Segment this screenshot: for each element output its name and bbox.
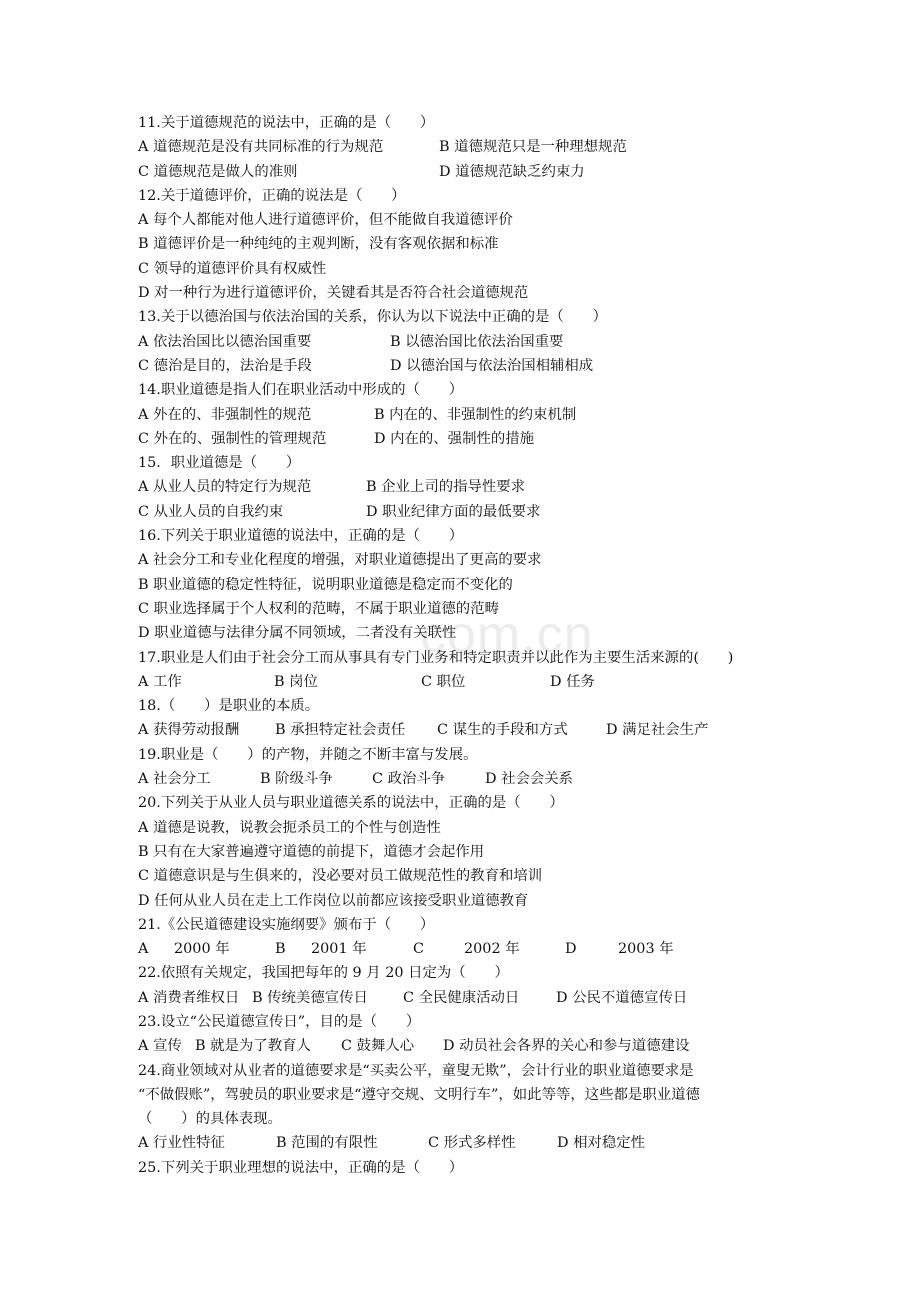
option-c: C 道德意识是与生俱来的，没必要对员工做规范性的教育和培训 <box>138 868 543 885</box>
option-b: B 只有在大家普遍遵守道德的前提下，道德才会起作用 <box>138 843 485 860</box>
option-c: C 外在的、强制性的管理规范 <box>138 430 327 447</box>
question-11-options-row-1 <box>138 135 838 159</box>
option-a: A 外在的、非强制性的规范 <box>138 406 312 423</box>
question-12-stem: 12.关于道德评价，正确的说法是（ ） <box>138 187 406 204</box>
option-a: A 道德规范是没有共同标准的行为规范 <box>138 139 384 156</box>
option-d: D 内在的、强制性的措施 <box>374 430 535 447</box>
option-b: B 职业道德的稳定性特征，说明职业道德是稳定而不变化的 <box>138 576 513 593</box>
question-15-options-row-2 <box>138 500 838 524</box>
question-15-stem: 15．职业道德是（ ） <box>138 455 301 472</box>
option-b: B 承担特定社会责任 <box>275 722 406 739</box>
option-a-letter: A <box>138 941 149 958</box>
option-a: A 消费者维权日 <box>138 989 240 1006</box>
question-20-stem: 20.下列关于从业人员与职业道德关系的说法中，正确的是（ ） <box>138 795 564 812</box>
option-b: B 范围的有限性 <box>276 1135 378 1152</box>
question-22-options <box>138 986 838 1010</box>
option-d: D 相对稳定性 <box>557 1135 646 1152</box>
question-14-options-row-2 <box>138 427 838 451</box>
option-a: A 依法治国比以德治国重要 <box>138 333 312 350</box>
question-17-options <box>138 670 838 694</box>
option-d: D 满足社会生产 <box>606 722 709 739</box>
option-d: D 职业道德与法律分属不同领域，二者没有关联性 <box>138 625 457 642</box>
option-b: B 道德规范只是一种理想规范 <box>439 139 627 156</box>
option-b: B 企业上司的指导性要求 <box>366 479 526 496</box>
option-c: C 道德规范是做人的准则 <box>138 163 298 180</box>
option-d-letter: D <box>565 941 577 958</box>
question-16-stem: 16.下列关于职业道德的说法中，正确的是（ ） <box>138 528 464 545</box>
option-c-letter: C <box>413 941 425 958</box>
option-d-text: 2003 年 <box>618 941 674 958</box>
question-21-options <box>138 937 838 961</box>
option-a: A 社会分工和专业化程度的增强，对职业道德提出了更高的要求 <box>138 552 542 569</box>
option-a: A 道德是说教，说教会扼杀员工的个性与创造性 <box>138 819 441 836</box>
question-21-stem: 21.《公民道德建设实施纲要》颁布于（ ） <box>138 916 435 933</box>
question-18-options <box>138 718 838 742</box>
question-24-stem-line-1: 24.商业领域对从业者的道德要求是“买卖公平，童叟无欺”，会计行业的职业道德要求是 <box>138 1062 694 1079</box>
option-c: C 形式多样性 <box>428 1135 516 1152</box>
option-c: C 领导的道德评价具有权威性 <box>138 260 327 277</box>
option-d: D 职业纪律方面的最低要求 <box>366 503 541 520</box>
option-d: D 社会会关系 <box>485 771 574 788</box>
option-d: D 以德治国与依法治国相辅相成 <box>390 357 594 374</box>
option-a: A 社会分工 <box>138 771 211 788</box>
option-c: C 从业人员的自我约束 <box>138 503 284 520</box>
option-a: A 行业性特征 <box>138 1135 225 1152</box>
option-b: B 传统美德宣传日 <box>252 989 368 1006</box>
option-d: D 任务 <box>550 673 595 690</box>
option-c: C 职业选择属于个人权利的范畴，不属于职业道德的范畴 <box>138 600 499 617</box>
option-a: A 每个人都能对他人进行道德评价，但不能做自我道德评价 <box>138 212 513 229</box>
option-c-text: 2002 年 <box>464 941 520 958</box>
option-d: D 公民不道德宣传日 <box>556 989 688 1006</box>
option-b: B 就是为了教育人 <box>195 1038 311 1055</box>
question-18-stem: 18.（ ）是职业的本质。 <box>138 698 320 715</box>
option-c: C 谋生的手段和方式 <box>437 722 568 739</box>
question-11-stem: 11.关于道德规范的说法中，正确的是（ ） <box>138 115 435 131</box>
question-23-stem: 23.设立“公民道德宣传日”，目的是（ ） <box>138 1013 421 1030</box>
option-b-letter: B <box>275 941 286 958</box>
option-b: B 岗位 <box>274 673 318 690</box>
option-c: C 政治斗争 <box>372 771 446 788</box>
option-d: D 动员社会各界的关心和参与道德建设 <box>443 1038 690 1055</box>
option-a: A 获得劳动报酬 <box>138 722 240 739</box>
question-22-stem: 22.依照有关规定，我国把每年的 9 月 20 日定为（ ） <box>138 965 509 982</box>
question-13-stem: 13.关于以德治国与依法治国的关系，你认为以下说法中正确的是（ ） <box>138 309 607 326</box>
option-d: D 道德规范缺乏约束力 <box>439 163 585 180</box>
option-b-text: 2001 年 <box>311 941 367 958</box>
option-c: C 德治是目的，法治是手段 <box>138 357 312 374</box>
question-25-stem: 25.下列关于职业理想的说法中，正确的是（ ） <box>138 1159 464 1176</box>
option-d: D 任何从业人员在走上工作岗位以前都应该接受职业道德教育 <box>138 892 529 909</box>
document-body <box>138 111 838 1180</box>
question-17-stem: 17.职业是人们由于社会分工而从事具有专门业务和特定职责并以此作为主要生活来源的( ) <box>138 649 734 666</box>
question-19-options <box>138 767 838 791</box>
option-a: A 从业人员的特定行为规范 <box>138 479 312 496</box>
option-b: B 内在的、非强制性的约束机制 <box>374 406 577 423</box>
question-23-options <box>138 1034 838 1058</box>
question-14-stem: 14.职业道德是指人们在职业活动中形成的（ ） <box>138 382 464 399</box>
option-a: A 宣传 <box>138 1038 182 1055</box>
option-c: C 全民健康活动日 <box>403 989 520 1006</box>
option-a-text: 2000 年 <box>174 941 230 958</box>
question-13-options-row-1 <box>138 330 838 354</box>
question-15-options-row-1 <box>138 475 838 499</box>
option-c: C 鼓舞人心 <box>341 1038 415 1055</box>
option-a: A 工作 <box>138 673 182 690</box>
option-b: B 以德治国比依法治国重要 <box>390 333 564 350</box>
question-24-stem-line-2: “不做假账”，驾驶员的职业要求是“遵守交规、文明行车”，如此等等，这些都是职业道德 <box>138 1086 700 1103</box>
question-14-options-row-1 <box>138 403 838 427</box>
option-d: D 对一种行为进行道德评价，关键看其是否符合社会道德规范 <box>138 285 529 302</box>
question-11-options-row-2 <box>138 160 838 184</box>
question-19-stem: 19.职业是（ ）的产物，并随之不断丰富与发展。 <box>138 746 478 763</box>
option-c: C 职位 <box>421 673 466 690</box>
question-13-options-row-2 <box>138 354 838 378</box>
watermark: com.cn <box>420 606 594 664</box>
question-24-options <box>138 1131 838 1155</box>
option-b: B 阶级斗争 <box>260 771 333 788</box>
question-24-stem-line-3: （ ）的具体表现。 <box>138 1111 282 1128</box>
option-b: B 道德评价是一种纯纯的主观判断，没有客观依据和标准 <box>138 236 499 253</box>
